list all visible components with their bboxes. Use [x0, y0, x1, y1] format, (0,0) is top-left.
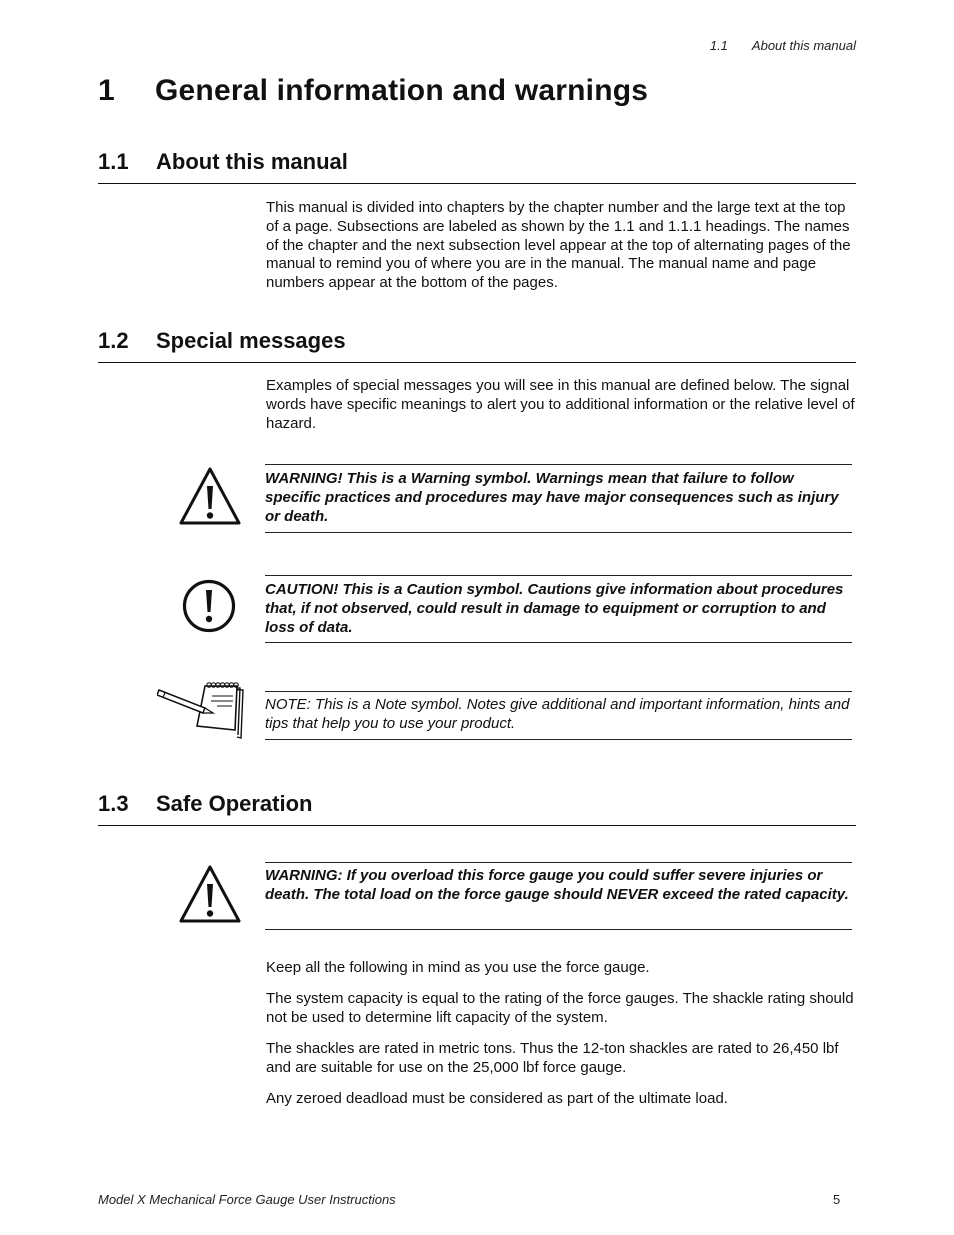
caution-message	[265, 575, 852, 643]
running-header-number: 1.1	[709, 38, 728, 53]
chapter-number: 1	[98, 74, 115, 107]
warning-triangle-icon	[178, 466, 242, 526]
running-header	[0, 38, 856, 53]
special-messages-paragraph: Examples of special messages you will see in this manual are defined below. The signal words have specific meanings to alert you to additional information or the relative level of hazard.	[266, 377, 855, 432]
warning-message-text: WARNING! This is a Warning symbol. Warnings mean that failure to follow specific practices and procedures may have major consequences such as injury or death.	[265, 470, 839, 525]
caution-message-text: CAUTION! This is a Caution symbol. Cautions give information about procedures that, if not observed, could result in damage to equipment or corruption to and loss of data.	[265, 581, 844, 636]
section-title: Safe Operation	[156, 791, 313, 816]
safe-operation-paragraph: The shackles are rated in metric tons. Thus the 12-ton shackles are rated to 26,450 lbf and are suitable for use on the 25,000 lbf force gauge.	[266, 1040, 839, 1076]
safe-operation-paragraph: Keep all the following in mind as you use the force gauge.	[266, 959, 650, 976]
section-title: Special messages	[156, 328, 346, 353]
note-pad-icon	[157, 680, 247, 740]
section-number: 1.3	[98, 791, 129, 816]
section-number: 1.2	[98, 328, 129, 353]
section-heading-safe-operation	[98, 791, 856, 826]
overload-warning-text: WARNING: If you overload this force gauge you could suffer severe injuries or death. The total load on the force gauge should NEVER exceed the rated capacity.	[265, 867, 849, 903]
footer-manual-name: Model X Mechanical Force Gauge User Instructions	[98, 1192, 396, 1207]
warning-triangle-icon	[178, 864, 242, 924]
about-paragraph: This manual is divided into chapters by the chapter number and the large text at the top of a page. Subsections are labeled as shown by the 1.1 and 1.1.1 headings. The names of the chapter and the next subsection level appear at the top of alternating pages of the manual to remind you of where you are in the manual. The manual name and page numbers appear at the bottom of the pages.	[266, 199, 851, 292]
section-number: 1.1	[98, 149, 129, 174]
warning-message	[265, 464, 852, 533]
section-heading-special-messages	[98, 328, 856, 363]
note-message	[265, 691, 852, 740]
chapter-title	[98, 74, 648, 108]
overload-warning-message	[265, 862, 852, 930]
safe-operation-paragraph: Any zeroed deadload must be considered as part of the ultimate load.	[266, 1090, 728, 1107]
section-title: About this manual	[156, 149, 348, 174]
chapter-title-text: General information and warnings	[155, 74, 649, 107]
section-heading-about	[98, 149, 856, 184]
safe-operation-paragraph: The system capacity is equal to the rating of the force gauges. The shackle rating should not be used to determine lift capacity of the system.	[266, 990, 854, 1026]
running-header-title: About this manual	[751, 38, 856, 53]
caution-circle-icon	[181, 578, 237, 634]
note-message-text: NOTE: This is a Note symbol. Notes give additional and important information, hints and tips that help you to use your product.	[265, 696, 850, 732]
footer-page-number: 5	[833, 1192, 841, 1207]
